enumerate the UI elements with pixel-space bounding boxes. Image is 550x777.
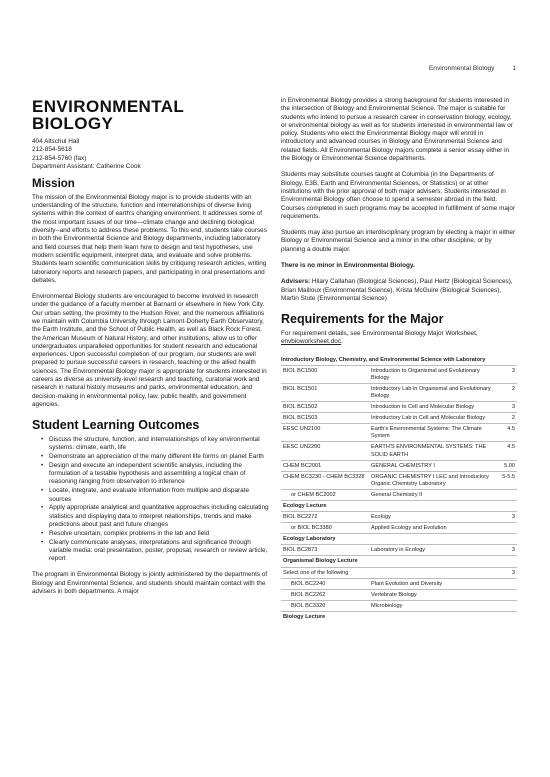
course-units — [499, 523, 517, 534]
course-units — [499, 578, 517, 589]
course-units — [499, 589, 517, 600]
table-row — [281, 383, 517, 401]
bullet-icon: • — [41, 461, 44, 469]
table-row — [281, 600, 517, 611]
table-row — [281, 460, 517, 471]
table-group-row — [281, 611, 517, 622]
course-title: Laboratory in Ecology — [369, 545, 499, 556]
course-code[interactable]: CHEM BC3230 - CHEM BC3328 — [281, 471, 369, 489]
table-group-row — [281, 534, 517, 545]
office-address: 404 Altschul Hall — [32, 138, 80, 145]
outcome-item: • Discuss the structure, function, and interrelationships of key environmental systems: climate, earth, life — [41, 436, 260, 452]
advisers-paragraph — [281, 278, 517, 303]
table-row — [281, 545, 517, 556]
course-code[interactable]: EESC UN2100 — [281, 424, 369, 442]
no-minor-note: There is no minor in Environmental Biology. — [281, 262, 415, 270]
bullet-icon: • — [41, 436, 44, 443]
course-code[interactable]: EESC UN2200 — [281, 442, 369, 460]
course-code[interactable]: BIOL BC1503 — [281, 413, 369, 424]
course-title: Introduction to Cell and Molecular Biology — [369, 402, 499, 413]
outcome-item: • Demonstrate an appreciation of the many different life forms on planet Earth — [41, 453, 264, 461]
course-title: GENERAL CHEMISTRY I — [369, 460, 499, 471]
course-title: Microbiology — [369, 600, 499, 611]
course-title: Earth's Environmental Systems: The Climate System — [369, 424, 499, 442]
table-row — [281, 512, 517, 523]
table-group-row — [281, 556, 517, 567]
course-title: Ecology — [369, 512, 499, 523]
bullet-icon: • — [41, 453, 44, 461]
table-row — [281, 365, 517, 383]
right-column — [281, 97, 517, 622]
bullet-icon: • — [41, 487, 44, 495]
course-units: 5.00 — [499, 460, 517, 471]
table-row — [281, 424, 517, 442]
bullet-icon: • — [41, 538, 44, 546]
course-units: 4.5 — [499, 442, 517, 460]
requirements-table — [281, 355, 517, 622]
table-row — [281, 567, 517, 578]
table-row — [281, 471, 517, 489]
document-title: ENVIRONMENTAL BIOLOGY — [32, 97, 184, 133]
course-units: 2 — [499, 383, 517, 401]
course-code[interactable]: BIOL BC2240 — [281, 578, 369, 589]
advisers-label: Advisers: — [281, 278, 311, 286]
course-title: Applied Ecology and Evolution — [369, 523, 499, 534]
course-units: 3 — [499, 365, 517, 383]
mission-paragraph-1: The mission of the Environmental Biology major is to provide students with an understanding of the structure, function and interrelationships of diverse living systems within the context of earth's changing environment. It addresses some of the most important issues of our time—climate change and declining biological diversity--and efforts to address these problems. To this end, students take courses in both the Environmental Science and Biology departments, including laboratory and field courses that help them learn how to design and test hypotheses, use modern scientific equipment, interpret data, and evaluate and solve problems. Students learn scientific communication skills by critiquing research articles, writing laboratory reports and research papers, and participating in oral presentations and debates. — [32, 193, 267, 284]
course-code[interactable]: BIOL BC1500 — [281, 365, 369, 383]
intro-paragraph-2: Students may substitute courses taught at Columbia (in the Departments of Biology, E3B, Earth and Environmental Sciences, or Statistics) or at other institutions with the prior approval of both major advisers. Students interested in Environmental Biology often choose to spend a semester abroad in the field. Courses completed in such programs may be accepted in fulfillment of some major requirements. — [281, 171, 516, 220]
table-row — [281, 489, 517, 500]
table-group-row — [281, 500, 517, 511]
requirements-heading: Requirements for the Major — [281, 312, 444, 327]
course-title: Introductory Lab in Organismal and Evolutionary Biology — [369, 383, 499, 401]
fax-number: 212-854-5760 (fax) — [32, 154, 87, 162]
intro-paragraph-1: in Environmental Biology provides a strong background for students interested in the intersection of Biology and Environmental Science. The major is suitable for students who intend to pursue a research career in conservation biology, ecology, or environmental biology as well as for students interested in environmental law or policy. Students who elect the Environmental Biology major will enroll in introductory and advanced courses in Biology and Environmental Science and related fields. All Environmental Biology majors complete a senior essay either in the Biology or Environmental Science departments. — [281, 97, 513, 163]
course-units — [499, 489, 517, 500]
course-code[interactable]: or CHEM BC2002 — [281, 489, 369, 500]
course-title — [369, 567, 499, 578]
outcome-item: • Resolve uncertain, complex problems in the lab and field — [41, 529, 210, 537]
requirement-details: For requirement details, see Environmental Biology Major Worksheet, envbioworksheet.doc. — [281, 329, 478, 346]
group-label: Biology Lecture — [281, 611, 517, 622]
mission-paragraph-2: Environmental Biology students are encouraged to become involved in research under the guidance of a faculty member at Barnard or elsewhere in New York City. Our urban setting, the proximity to the Hudson River, and the numerous affiliations we maintain with Columbia University through Lamont-Doherty Earth Observatory, the Earth Institute, and the School of Public Health, as well as Black Rock Forest, the American Museum of Natural History, and other institutions, allow us to offer undergraduates unparalleled opportunities for student research and educational experiences. Upon successful completion of our program, our students are well prepared to pursue successful careers in research, teaching or the allied health sciences. The Environmental Biology major is appropriate for students interested in careers as diverse as university-level research and teaching, curatorial work and research in natural history museums and parks, environmental education, and decision-making in environmental policy, law, public health, and government agencies. — [32, 293, 267, 408]
course-title: General Chemistry II — [369, 489, 499, 500]
course-units: 3 — [499, 567, 517, 578]
mission-heading: Mission — [32, 178, 75, 191]
page-number: 1 — [512, 65, 516, 72]
course-units — [499, 600, 517, 611]
course-units: 5-5.5 — [499, 471, 517, 489]
contact-block — [32, 138, 270, 171]
outcomes-heading: Student Learning Outcomes — [32, 418, 200, 433]
course-code[interactable]: CHEM BC2001 — [281, 460, 369, 471]
table-title: Introductory Biology, Chemistry, and Environmental Science with Laboratory — [281, 356, 486, 363]
left-column — [32, 97, 270, 604]
phone-number: 212-854-5618 — [32, 146, 72, 154]
outcome-item: • Apply appropriate analytical and quantitative approaches including calculating statistics and displaying data to interpret relationships, trends and make predictions about past and future changes — [41, 504, 269, 528]
outcome-item: • Clearly communicate analyses, interpretations and significance through variable media: oral presentation, poster, proposal, research or review article, report — [41, 538, 268, 563]
course-units: 3 — [499, 545, 517, 556]
course-title: Vertebrate Biology — [369, 589, 499, 600]
intro-paragraph-3: Students may also pursue an interdisciplinary program by electing a major in either Biology or Environmental Science and a minor in the other discipline, or by planning a double major. — [281, 229, 516, 253]
bullet-icon: • — [41, 529, 44, 537]
table-row — [281, 402, 517, 413]
course-code[interactable]: BIOL BC3320 — [281, 600, 369, 611]
outcome-item: • Design and execute an independent scientific analysis, including the formulation of a testable hypothesis and assembling a logical chain of reasoning ranging from observation to inference — [41, 461, 246, 486]
table-row — [281, 589, 517, 600]
running-header — [429, 65, 516, 72]
course-title: Introductory Lab in Cell and Molecular Biology — [369, 413, 499, 424]
course-title: EARTH'S ENVIRONMENTAL SYSTEMS: THE SOLID EARTH — [369, 442, 499, 460]
table-row — [281, 413, 517, 424]
outcome-item: • Locate, integrate, and evaluate information from multiple and disparate sources — [41, 487, 250, 503]
course-title: Introduction to Organismal and Evolutionary Biology — [369, 365, 499, 383]
table-row — [281, 442, 517, 460]
course-code[interactable]: BIOL BC1501 — [281, 383, 369, 401]
bullet-icon: • — [41, 504, 44, 512]
worksheet-link[interactable]: envbioworksheet.doc — [281, 338, 342, 346]
administration-paragraph: The program in Environmental Biology is jointly administered by the departments of Biology and Environmental Science, and students should maintain contact with the advisers in both departments. A major — [32, 571, 268, 596]
course-code[interactable]: or BIOL BC3380 — [281, 523, 369, 534]
group-label: Ecology Lecture — [281, 500, 517, 511]
course-code[interactable]: BIOL BC2262 — [281, 589, 369, 600]
course-title: Plant Evolution and Diversity — [369, 578, 499, 589]
outcomes-list — [32, 436, 270, 563]
table-row — [281, 578, 517, 589]
department-assistant: Department Assistant: Catherine Cook — [32, 162, 141, 170]
running-title: Environmental Biology — [428, 65, 495, 72]
course-code[interactable]: BIOL BC2272 — [281, 512, 369, 523]
course-units: 4.5 — [499, 424, 517, 442]
group-label: Ecology Laboratory — [281, 534, 517, 545]
course-code[interactable]: Select one of the following — [281, 567, 369, 578]
table-row — [281, 523, 517, 534]
course-title: ORGANIC CHEMISTRY I LEC and Introductory Organic Chemistry Laboratory — [369, 471, 499, 489]
advisers-list: Hilary Callahan (Biological Sciences), Paul Hertz (Biological Sciences), Brian Mailloux (Environmental Science), Krista McGuire (Biological Sciences), Martin Stute (Environmental Science) — [281, 278, 513, 302]
course-code[interactable]: BIOL BC2873 — [281, 545, 369, 556]
table-title-row — [281, 355, 517, 366]
course-units: 2 — [499, 413, 517, 424]
course-units: 3 — [499, 512, 517, 523]
group-label: Organismal Biology Lecture — [281, 556, 517, 567]
course-units: 3 — [499, 402, 517, 413]
course-code[interactable]: BIOL BC1502 — [281, 402, 369, 413]
